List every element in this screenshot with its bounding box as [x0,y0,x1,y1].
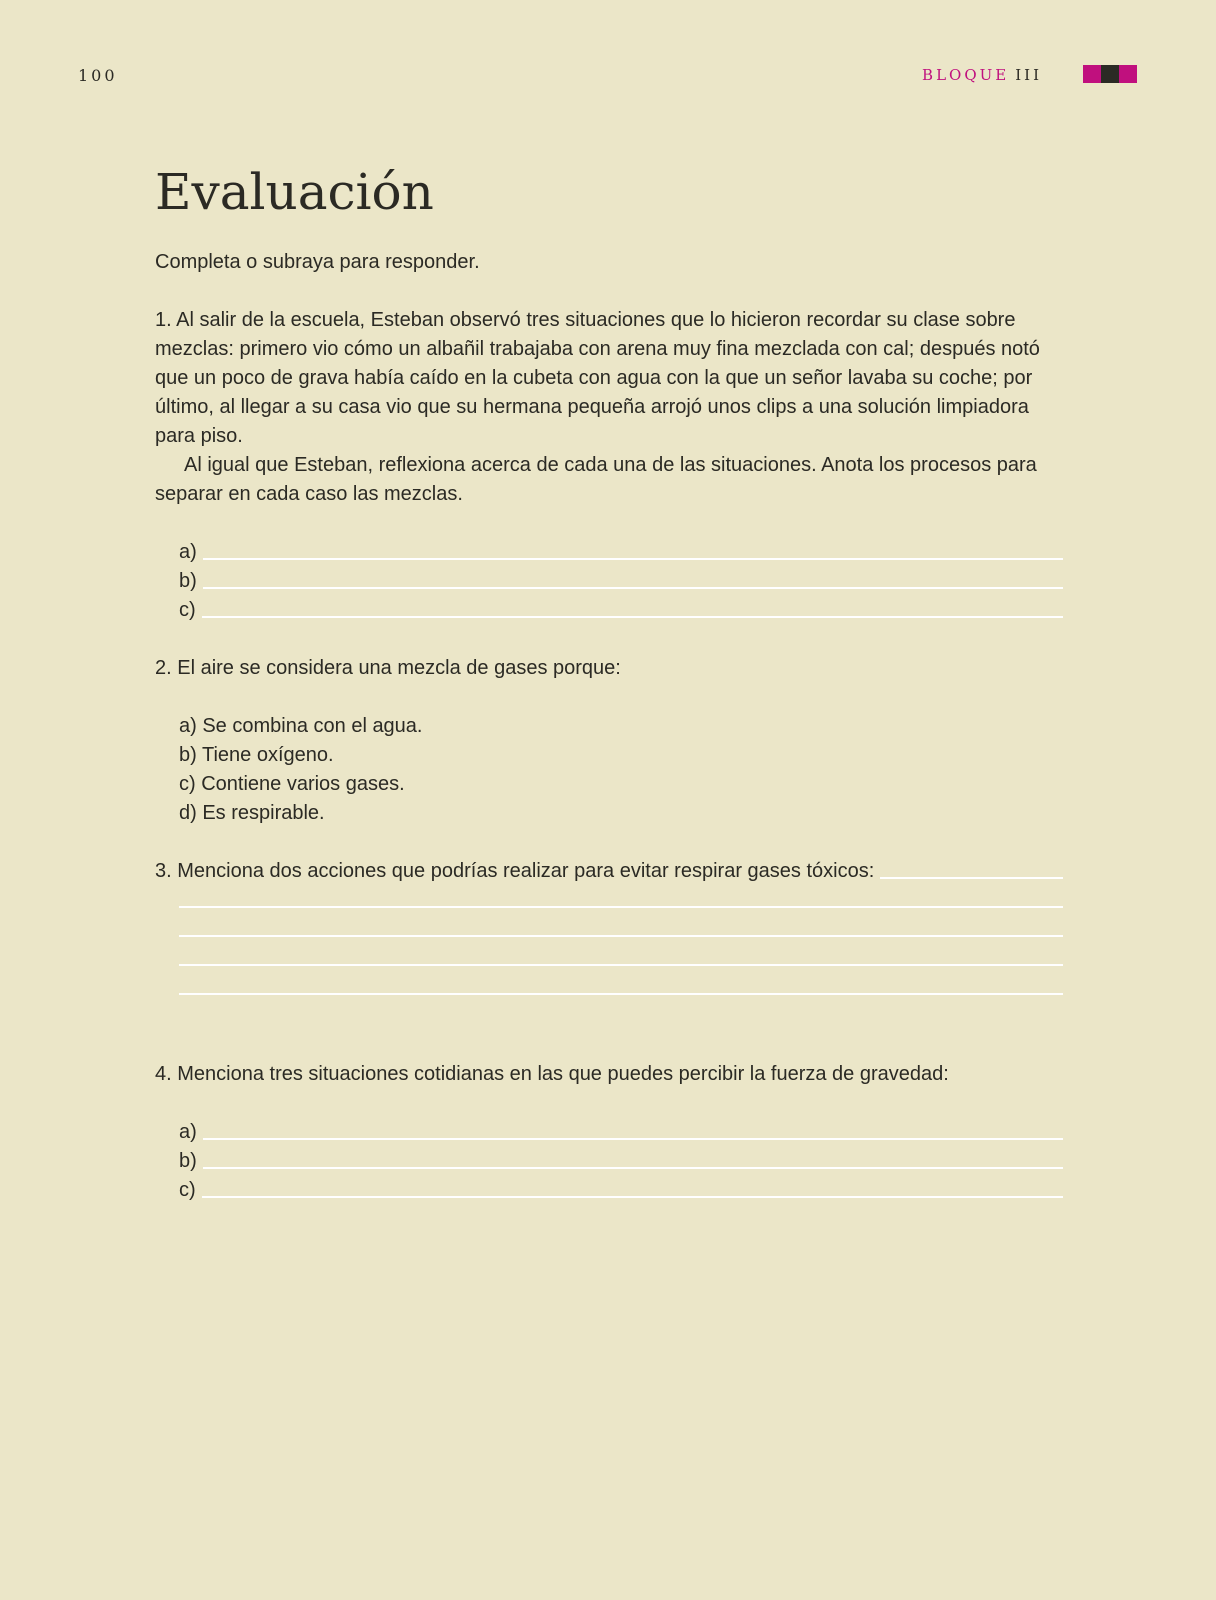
question-1-text: 1. Al salir de la escuela, Esteban observó tres situaciones que lo hicieron recordar su clase sobre mezclas: primero vio cómo un albañil trabajaba con arena muy fina mezclada con cal; después notó que un poco de grava había caído en la cubeta con agua con la que un señor lavaba su coche; por último, al llegar a su casa vio que su hermana pequeña arrojó unos clips a una solución limpiadora para piso. [155,309,1040,447]
question-4-answer-a[interactable] [179,1118,1063,1147]
answer-label: b) [179,1150,197,1172]
block-squares [1083,65,1137,83]
question-2-text: 2. El aire se considera una mezcla de gases porque: [155,657,621,679]
question-3-row[interactable] [155,857,1063,886]
question-3-answer-line[interactable] [179,886,1063,915]
answer-rule [202,1196,1063,1198]
question-2-options [179,712,1063,828]
answer-rule [202,616,1063,618]
question-3-answer-line[interactable] [179,915,1063,944]
page-title: Evaluación [155,163,434,221]
evaluation-content [155,158,1063,1205]
answer-label: c) [179,599,196,621]
answer-rule [203,558,1063,560]
question-4-answer-b[interactable] [179,1147,1063,1176]
answer-rule [203,587,1063,589]
block-header [922,66,1042,84]
question-4-answer-c[interactable] [179,1176,1063,1205]
option-a[interactable]: a) Se combina con el agua. [179,715,423,737]
block-square-2 [1101,65,1119,83]
question-3-answer-line[interactable] [179,973,1063,1002]
question-1-answer-a[interactable] [179,538,1063,567]
question-3-text: 3. Menciona dos acciones que podrías realizar para evitar respirar gases tóxicos: [155,860,875,882]
answer-label: b) [179,570,197,592]
block-square-1 [1083,65,1101,83]
question-3-answer-line[interactable] [179,944,1063,973]
answer-rule [203,1138,1063,1140]
block-word: BLOQUE [922,66,1010,84]
answer-label: c) [179,1179,196,1201]
instructions: Completa o subraya para responder. [155,251,480,273]
block-square-3 [1119,65,1137,83]
block-number: III [1015,66,1042,84]
question-4-text: 4. Menciona tres situaciones cotidianas en las que puedes percibir la fuerza de gravedad: [155,1063,949,1085]
question-1-prompt: Al igual que Esteban, reflexiona acerca de cada una de las situaciones. Anota los procesos para separar en cada caso las mezclas. [155,454,1037,505]
option-d[interactable]: d) Es respirable. [179,802,325,824]
answer-rule [203,1167,1063,1169]
question-1-answer-b[interactable] [179,567,1063,596]
page-number: 100 [78,66,118,85]
answer-rule [880,877,1063,879]
question-1-answer-c[interactable] [179,596,1063,625]
answer-label: a) [179,541,197,563]
answer-label: a) [179,1121,197,1143]
option-b[interactable]: b) Tiene oxígeno. [179,744,334,766]
option-c[interactable]: c) Contiene varios gases. [179,773,405,795]
